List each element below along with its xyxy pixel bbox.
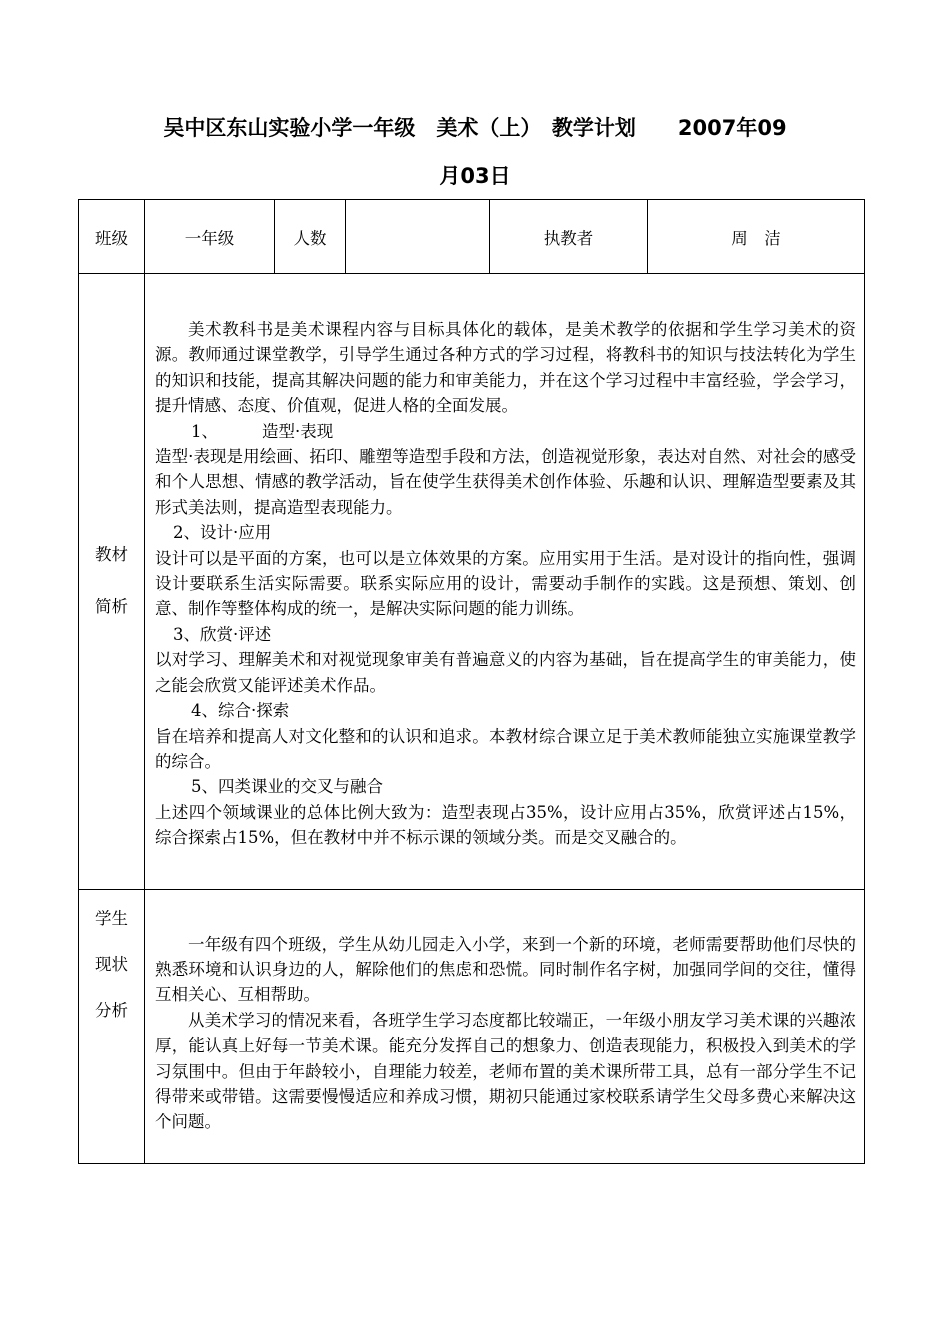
section-5-text: 上述四个领域课业的总体比例大致为：造型表现占35%，设计应用占35%，欣赏评述占15%，综合探索占15%，但在教材中并不标示课的领域分类。而是交叉融合的。 bbox=[155, 802, 856, 848]
section-1-text: 造型·表现是用绘画、拓印、雕塑等造型手段和方法，创造视觉形象，表达对自然、对社会的感受和个人思想、情感的教学活动，旨在使学生获得美术创作体验、乐趣和认识、理解造型要素及其形式美法则，提高造型表现能力。 bbox=[155, 447, 856, 517]
student-label-line3: 分析 bbox=[95, 1000, 128, 1020]
teacher-label: 执教者 bbox=[490, 200, 648, 274]
class-label: 班级 bbox=[79, 200, 145, 274]
page-title-date: 月03日 bbox=[439, 164, 511, 188]
material-analysis-row bbox=[79, 274, 865, 890]
page-title: 吴中区东山实验小学一年级 美术（上） 教学计划 2007年09 bbox=[163, 116, 787, 140]
student-paragraph-1: 一年级有四个班级，学生从幼儿园走入小学，来到一个新的环境，老师需要帮助他们尽快的熟悉环境和认识身边的人，解除他们的焦虑和恐慌。同时制作名字树，加强同学间的交往，懂得互相关心、互相帮助。 bbox=[155, 934, 856, 1005]
material-analysis-label bbox=[79, 274, 145, 890]
student-analysis-content bbox=[145, 889, 865, 1163]
class-value: 一年级 bbox=[145, 200, 275, 274]
student-paragraph-2: 从美术学习的情况来看，各班学生学习态度都比较端正，一年级小朋友学习美术课的兴趣浓厚，能认真上好每一节美术课。能充分发挥自己的想象力、创造表现能力，积极投入到美术的学习氛围中。但由于年龄较小，自理能力较差，老师布置的美术课所带工具，总有一部分学生不记得带来或带错。这需要慢慢适应和养成习惯，期初只能通过家校联系请学生父母多费心来解决这个问题。 bbox=[155, 1010, 856, 1132]
student-analysis-row bbox=[79, 889, 865, 1163]
header-row bbox=[79, 200, 865, 274]
section-4-text: 旨在培养和提高人对文化整和的认识和追求。本教材综合课立足于美术教师能独立实施课堂教学的综合。 bbox=[155, 726, 856, 771]
material-intro: 美术教科书是美术课程内容与目标具体化的载体，是美术教学的依据和学生学习美术的资源。教师通过课堂教学，引导学生通过各种方式的学习过程，将教科书的知识与技法转化为学生的知识和技能，提高其解决问题的能力和审美能力，并在这个学习过程中丰富经验，学会学习，提升情感、态度、价值观，促进人格的全面发展。 bbox=[155, 320, 856, 416]
section-1-number: 1、 bbox=[191, 421, 218, 441]
section-5-heading: 5、四类课业的交叉与融合 bbox=[191, 777, 383, 797]
student-label-line2: 现状 bbox=[95, 954, 128, 974]
material-label-line2: 简析 bbox=[95, 597, 128, 617]
section-3-text: 以对学习、理解美术和对视觉现象审美有普遍意义的内容为基础，旨在提高学生的审美能力，使之能会欣赏又能评述美术作品。 bbox=[155, 650, 856, 695]
count-value bbox=[346, 200, 490, 274]
teacher-value: 周 洁 bbox=[648, 200, 865, 274]
student-analysis-label bbox=[79, 889, 145, 1163]
teaching-plan-table bbox=[78, 199, 865, 1164]
section-4-heading: 4、综合·探索 bbox=[191, 701, 290, 721]
count-label: 人数 bbox=[275, 200, 346, 274]
section-1-title: 造型·表现 bbox=[262, 421, 334, 441]
section-2-heading: 2、设计·应用 bbox=[173, 523, 272, 543]
material-analysis-content bbox=[145, 274, 865, 890]
student-label-line1: 学生 bbox=[95, 908, 128, 928]
section-1-heading bbox=[155, 419, 856, 444]
section-2-text: 设计可以是平面的方案，也可以是立体效果的方案。应用实用于生活。是对设计的指向性，强调设计要联系生活实际需要。联系实际应用的设计，需要动手制作的实践。这是预想、策划、创意、制作等整体构成的统一，是解决实际问题的能力训练。 bbox=[155, 548, 856, 619]
section-3-heading: 3、欣赏·评述 bbox=[173, 624, 272, 644]
material-label-line1: 教材 bbox=[95, 545, 128, 565]
